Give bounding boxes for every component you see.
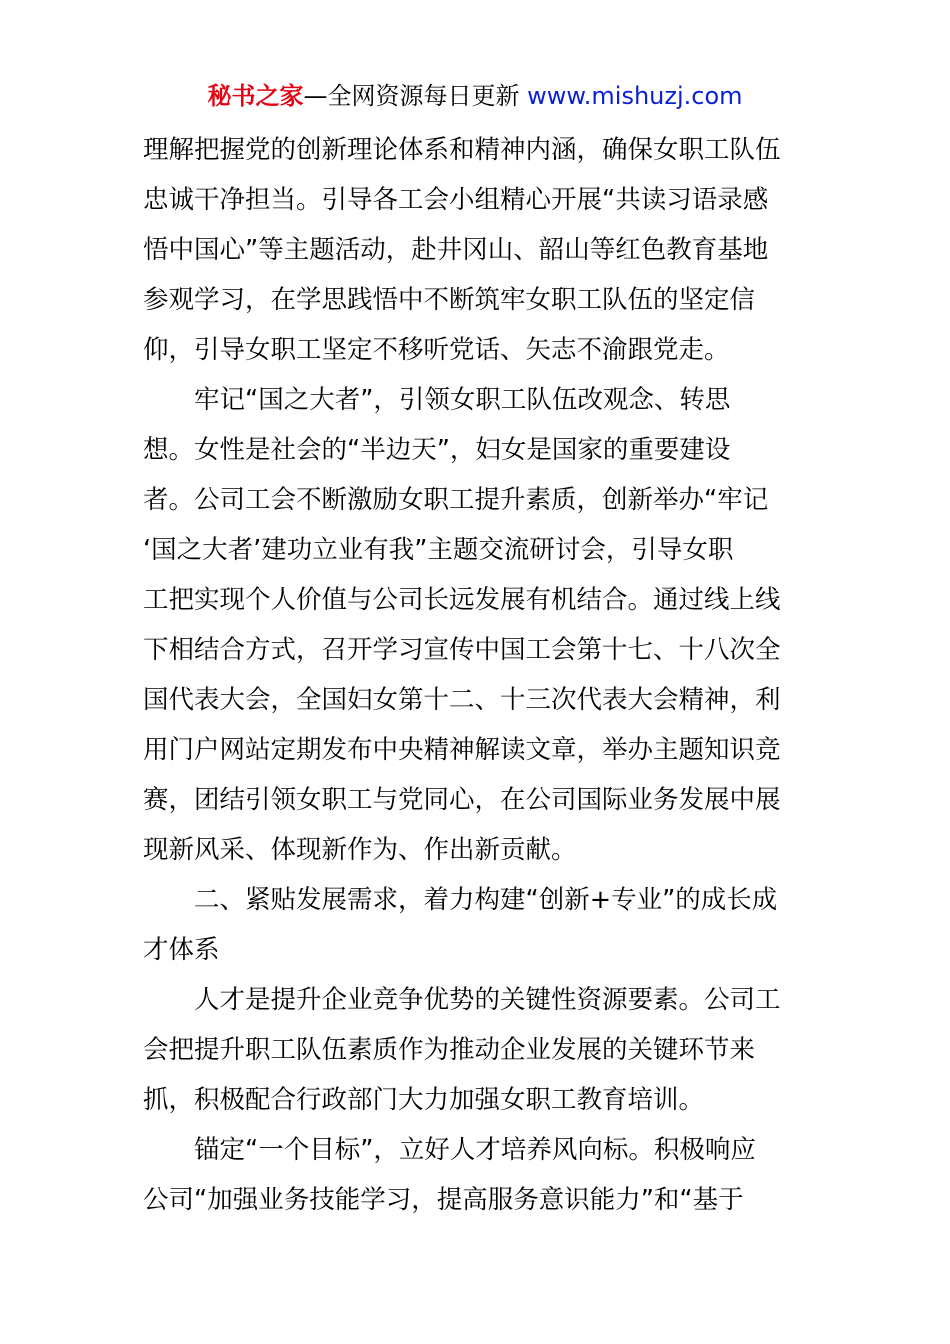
text-line: 悟中国心”等主题活动，赴井冈山、韶山等红色教育基地 — [143, 235, 769, 265]
text-line: 忠诚干净担当。引导各工会小组精心开展“共读习语录感 — [143, 185, 769, 215]
text-line: 参观学习，在学思践悟中不断筑牢女职工队伍的坚定信 — [143, 285, 756, 315]
section-heading-line: 才体系 — [143, 935, 220, 965]
text-line: ‘国之大者’建功立业有我”主题交流研讨会，引导女职 — [143, 535, 734, 565]
text-line: 会把提升职工队伍素质作为推动企业发展的关键环节来 — [143, 1035, 756, 1065]
text-line: 赛，团结引领女职工与党同心，在公司国际业务发展中展 — [143, 785, 781, 815]
paragraph-start-line: 人才是提升企业竞争优势的关键性资源要素。公司工 — [194, 985, 781, 1015]
text-line: 想。女性是社会的“半边天”，妇女是国家的重要建设 — [143, 435, 731, 465]
text-line: 工把实现个人价值与公司长远发展有机结合。通过线上线 — [143, 585, 781, 615]
document-body — [143, 125, 813, 1225]
text-line: 国代表大会，全国妇女第十二、十三次代表大会精神，利 — [143, 685, 781, 715]
text-line: 下相结合方式，召开学习宣传中国工会第十七、十八次全 — [143, 635, 781, 665]
text-line: 用门户网站定期发布中央精神解读文章，举办主题知识竞 — [143, 735, 781, 765]
site-url-link[interactable]: www.mishuzj.com — [527, 82, 743, 110]
text-line: 仰，引导女职工坚定不移听党话、矢志不渝跟党走。 — [143, 335, 730, 365]
text-line: 理解把握党的创新理论体系和精神内涵，确保女职工队伍 — [143, 135, 781, 165]
section-heading-line: 二、紧贴发展需求，着力构建“创新+专业”的成长成 — [194, 885, 778, 915]
text-line: 抓，积极配合行政部门大力加强女职工教育培训。 — [143, 1085, 705, 1115]
site-header — [0, 80, 950, 112]
text-line: 公司“加强业务技能学习，提高服务意识能力”和“基于 — [143, 1185, 744, 1215]
text-line: 者。公司工会不断激励女职工提升素质，创新举办“牢记 — [143, 485, 769, 515]
text-line: 现新风采、体现新作为、作出新贡献。 — [143, 835, 577, 865]
header-slogan: —全网资源每日更新 — [303, 82, 520, 110]
paragraph-start-line: 牢记“国之大者”，引领女职工队伍改观念、转思 — [194, 385, 731, 415]
paragraph-start-line: 锚定“一个目标”，立好人才培养风向标。积极响应 — [194, 1135, 756, 1165]
brand-name: 秘书之家 — [207, 82, 304, 110]
